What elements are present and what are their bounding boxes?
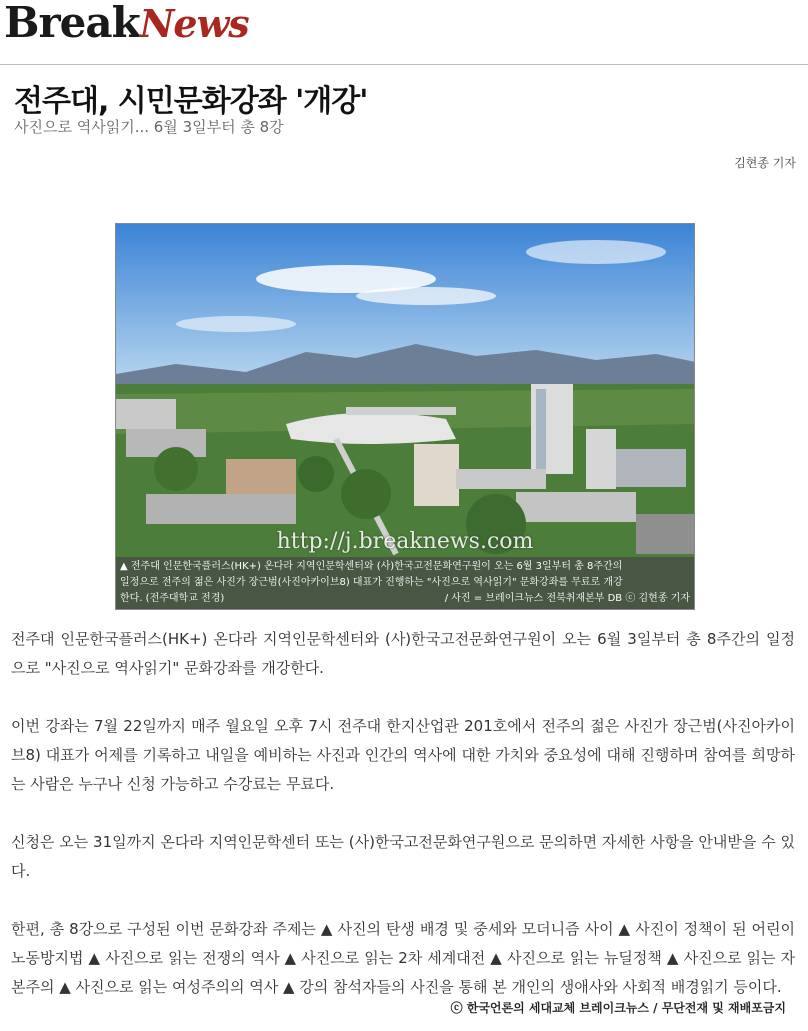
article-paragraph: 전주대 인문한국플러스(HK+) 온다라 지역인문학센터와 (사)한국고전문화연구원이 오는 6월 3일부터 총 8주간의 일정으로 "사진으로 역사읽기" 문화강좌를 개강한다.	[11, 630, 795, 677]
logo-break-text: Break	[4, 0, 140, 47]
photo-caption	[116, 557, 694, 609]
caption-line: ▲ 전주대 인문한국플러스(HK+) 온다라 지역인문학센터와 (사)한국고전문화연구원이 오는 6월 3일부터 총 8주간의	[120, 561, 623, 572]
article-title: 전주대, 시민문화강좌 '개강'	[14, 84, 368, 119]
article-byline[interactable]: 김현종 기자	[734, 156, 796, 170]
article-paragraph: 신청은 오는 31일까지 온다라 지역인문학센터 또는 (사)한국고전문화연구원으로 문의하면 자세한 사항을 안내받을 수 있다.	[11, 833, 795, 880]
article-paragraph: 한편, 총 8강으로 구성된 이번 문화강좌 주제는 ▲ 사진의 탄생 배경 및 중세와 모더니즘 사이 ▲ 사진이 정책이 된 어린이 노동방지법 ▲ 사진으로 읽는 전쟁의 역사 ▲ 사진으로 읽는 2차 세계대전 ▲ 사진으로 읽는 뉴딜정책 ▲ 사진으로 읽는 자본주의 ▲ 사진으로 읽는 여성주의의 역사 ▲ 강의 참석자들의 사진을 통해 본 개인의 생애사와 사회적 배경읽기 등이다.	[11, 920, 795, 996]
copyright-notice: ⓒ 한국언론의 세대교체 브레이크뉴스 / 무단전재 및 재배포금지	[445, 999, 786, 1016]
caption-line: 일정으로 전주의 젊은 사진가 장근범(사진아카이브8) 대표가 진행하는 "사진으로 역사읽기" 문화강좌를 무료로 개강	[120, 577, 623, 588]
caption-credit: / 사진 = 브레이크뉴스 전북취재본부 DB ⓒ 김현종 기자	[444, 593, 690, 604]
article-subtitle: 사진으로 역사읽기... 6월 3일부터 총 8강	[14, 118, 284, 136]
article-photo[interactable]	[115, 223, 695, 610]
photo-watermark: http://j.breaknews.com	[276, 529, 534, 554]
site-header	[0, 0, 808, 65]
site-logo[interactable]	[4, 0, 249, 47]
article-body	[11, 625, 795, 1031]
article-paragraph: 이번 강좌는 7월 22일까지 매주 월요일 오후 7시 전주대 한지산업관 201호에서 전주의 젊은 사진가 장근범(사진아카이브8) 대표가 어제를 기록하고 내일을 예비하는 사진과 인간의 역사에 대한 가치와 중요성에 대해 진행하며 참여를 희망하는 사람은 누구나 신청 가능하고 수강료는 무료다.	[11, 717, 795, 793]
logo-news-text: News	[139, 1, 249, 46]
caption-line: 한다. (전주대학교 전경)	[120, 593, 225, 604]
